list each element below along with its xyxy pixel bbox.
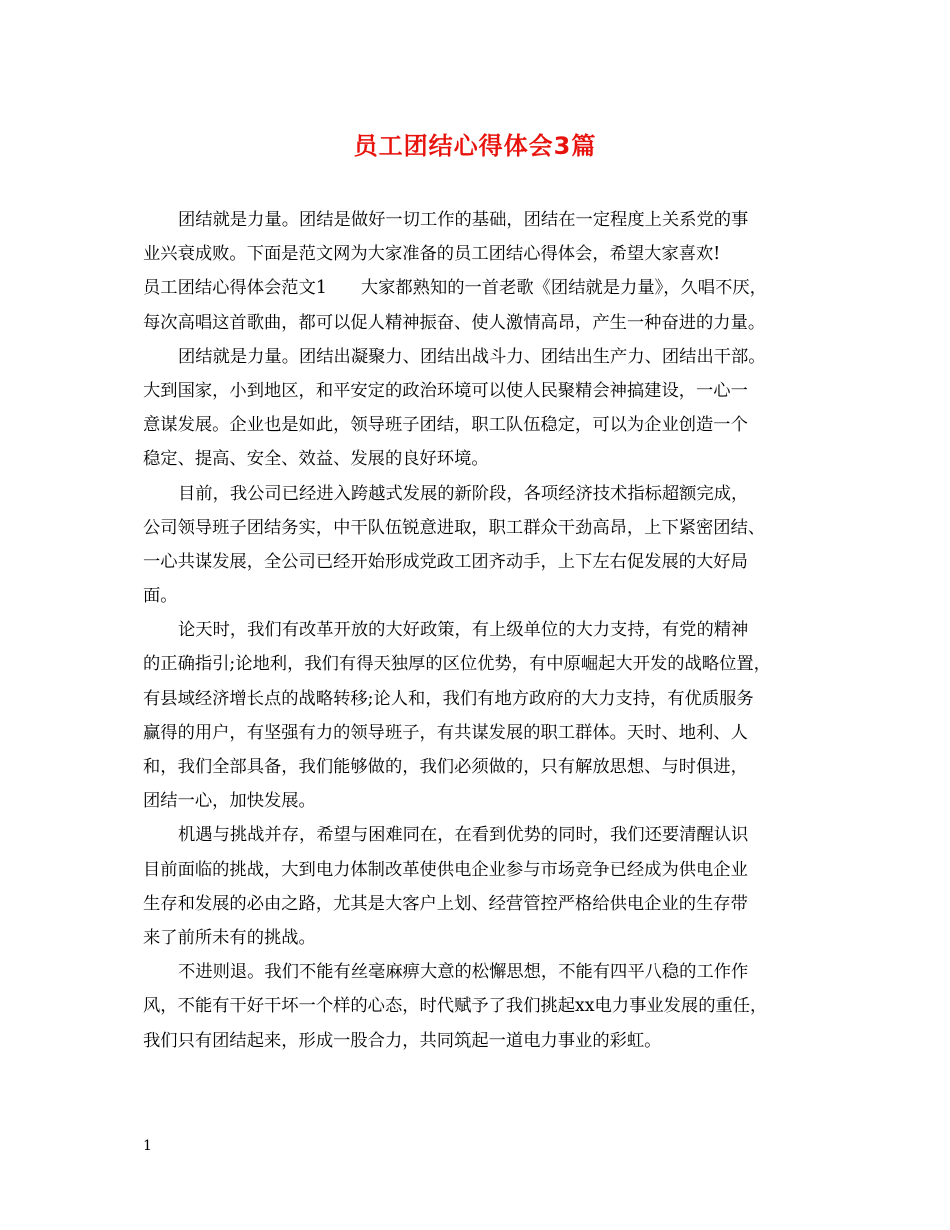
text-line <box>143 271 811 305</box>
text-line: 和，我们全部具备，我们能够做的，我们必须做的，只有解放思想、与时俱进， <box>143 757 748 777</box>
text-line: 的正确指引;论地利，我们有得天独厚的区位优势，有中原崛起大开发的战略位置， <box>143 654 771 675</box>
text-line: 团结就是力量。团结出凝聚力、团结出战斗力、团结出生产力、团结出干部。 <box>178 346 766 367</box>
text-line: 目前，我公司已经进入跨越式发展的新阶段，各项经济技术指标超额完成， <box>178 483 749 504</box>
text-line: 赢得的用户，有坚强有力的领导班子，有共谋发展的职工群体。天时、地利、人 <box>143 722 748 743</box>
text-line: 来了前所未有的挑战。 <box>143 927 316 948</box>
text-fragment: 大家都熟知的一首老歌《团结就是力量》，久唱不厌， <box>360 278 767 299</box>
text-line: 我们只有团结起来，形成一股合力，共同筑起一道电力事业的彩虹。 <box>143 1030 662 1051</box>
text-line: 生存和发展的必由之路，尤其是大客户上划、经营管控严格给供电企业的生存带 <box>143 893 748 914</box>
text-line: 风，不能有干好干坏一个样的心态，时代赋予了我们挑起xx电力事业发展的重任， <box>143 996 768 1017</box>
text-line: 一心共谋发展，全公司已经开始形成党政工团齐动手，上下左右促发展的大好局 <box>143 551 748 572</box>
text-line: 团结一心，加快发展。 <box>143 791 316 812</box>
text-line: 业兴衰成败。下面是范文网为大家准备的员工团结心得体会，希望大家喜欢! <box>143 244 721 265</box>
text-line: 目前面临的挑战，大到电力体制改革使供电企业参与市场竞争已经成为供电企业 <box>143 859 748 880</box>
text-line: 大到国家，小到地区，和平安定的政治环境可以使人民聚精会神搞建设，一心一 <box>143 380 748 401</box>
text-line: 意谋发展。企业也是如此，领导班子团结，职工队伍稳定，可以为企业创造一个 <box>143 415 748 436</box>
text-line: 每次高唱这首歌曲，都可以促人精神振奋、使人激情高昂，产生一种奋进的力量。 <box>143 312 766 333</box>
text-line: 公司领导班子团结务实，中干队伍锐意进取，职工群众干劲高昂，上下紧密团结、 <box>143 517 766 538</box>
text-line: 团结就是力量。团结是做好一切工作的基础，团结在一定程度上关系党的事 <box>178 210 749 230</box>
text-line: 机遇与挑战并存，希望与困难同在，在看到优势的同时，我们还要清醒认识 <box>178 825 749 846</box>
text-line: 有县域经济增长点的战略转移;论人和，我们有地方政府的大力支持，有优质服务 <box>143 688 754 709</box>
text-line: 不进则退。我们不能有丝毫麻痹大意的松懈思想，不能有四平八稳的工作作 <box>178 962 749 983</box>
text-line: 面。 <box>143 586 178 607</box>
text-line: 论天时，我们有改革开放的大好政策，有上级单位的大力支持，有党的精神 <box>178 620 749 641</box>
document-body <box>143 203 811 1058</box>
text-line: 稳定、提高、安全、效益、发展的良好环境。 <box>143 449 489 470</box>
document-title: 员工团结心得体会3篇 <box>353 132 597 160</box>
section-heading: 员工团结心得体会范文1 <box>143 278 327 299</box>
page-number: 1 <box>143 1138 152 1154</box>
